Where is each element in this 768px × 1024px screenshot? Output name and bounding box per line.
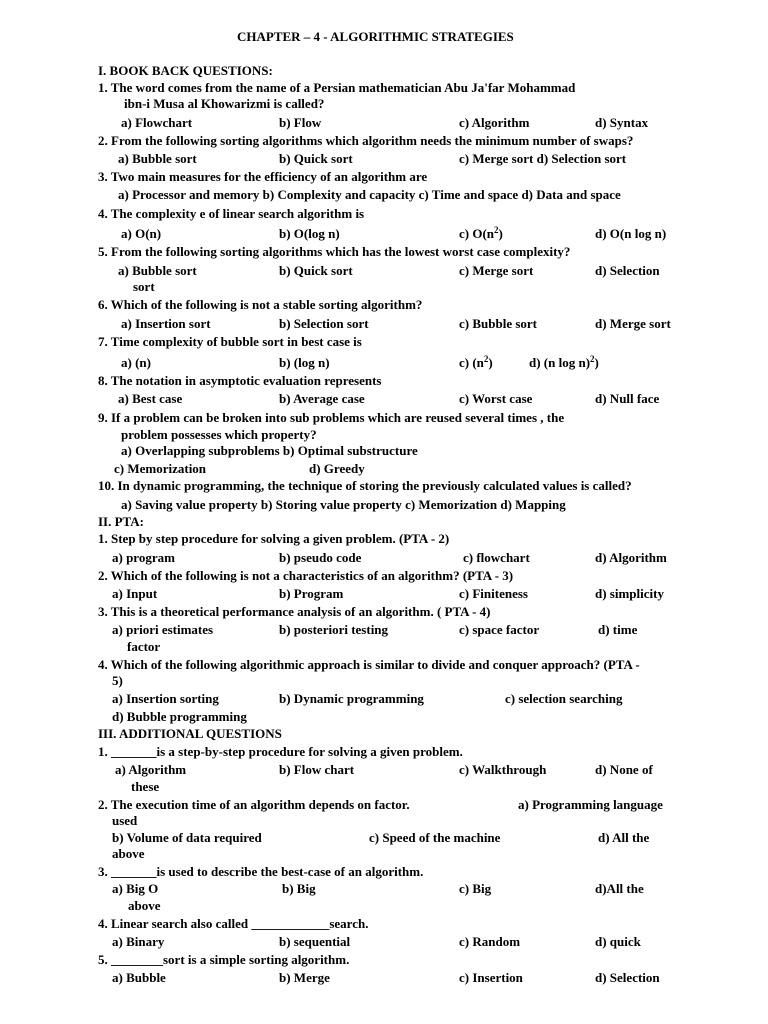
question-text: 8. The notation in asymptotic evaluation represents — [98, 373, 382, 388]
option-a: a) Insertion sorting — [112, 691, 219, 706]
question-text: problem possesses which property? — [121, 427, 317, 442]
question-text: 9. If a problem can be broken into sub problems which are reused several times , the — [98, 410, 565, 425]
question-text: 1. Step by step procedure for solving a given problem. (PTA - 2) — [98, 531, 450, 546]
option-c: c) Finiteness — [459, 586, 528, 601]
option-c: c) Walkthrough — [459, 762, 547, 777]
option-c: c) Speed of the machine — [369, 830, 501, 845]
option-a-wrap: used — [112, 813, 138, 828]
option-c: c) flowchart — [463, 550, 530, 565]
question-text: 2. The execution time of an algorithm depends on factor. — [98, 797, 410, 812]
question-text: 2. From the following sorting algorithms which algorithm needs the minimum number of swaps? — [98, 133, 634, 148]
option-a-wrap: factor — [127, 639, 161, 654]
option-b: b) Volume of data required — [112, 830, 262, 845]
question-text: 10. In dynamic programming, the technique of storing the previously calculated values is called? — [98, 478, 632, 493]
question-text: 3. Two main measures for the efficiency of an algorithm are — [98, 169, 428, 184]
option-d: d)All the — [595, 881, 644, 896]
option-a: a) Programming language — [518, 797, 663, 812]
option-d-wrap: above — [128, 898, 161, 913]
option-d: d) Algorithm — [595, 550, 667, 565]
option-d: d) quick — [595, 934, 641, 949]
option-a: a) O(n) — [121, 226, 162, 241]
section-heading: III. ADDITIONAL QUESTIONS — [98, 726, 282, 741]
option-a-wrap: sort — [133, 279, 155, 294]
option-b: b) Merge — [279, 970, 330, 985]
option-b: b) Quick sort — [279, 263, 353, 278]
option-c: c) $O(n^2)$ — [459, 225, 503, 241]
option-a: a) Flowchart — [121, 115, 193, 130]
option-a: a) Insertion sort — [121, 316, 211, 331]
option-a: a) Big O — [112, 881, 159, 896]
option-d: d) O(n log n) — [595, 226, 667, 241]
option-b: b) Average case — [279, 391, 365, 406]
option-b: b) pseudo code — [279, 550, 362, 565]
question-text: 3. _______is used to describe the best-case of an algorithm. — [98, 864, 424, 879]
option-cd: c) Merge sort d) Selection sort — [459, 151, 627, 166]
option-b: b) Flow — [279, 115, 322, 130]
option-d: d) time — [598, 622, 638, 637]
option-b: b) Flow chart — [279, 762, 355, 777]
option-b: b) (log n) — [279, 355, 330, 370]
option-d: d) Bubble programming — [112, 709, 247, 724]
options-line: a) Saving value property b) Storing value property c) Memorization d) Mapping — [121, 497, 566, 512]
option-d: d) None of — [595, 762, 653, 777]
question-text: 5. ________sort is a simple sorting algorithm. — [98, 952, 350, 967]
page-title: CHAPTER – 4 - ALGORITHMIC STRATEGIES — [237, 29, 514, 44]
question-text: 4. The complexity e of linear search algorithm is — [98, 206, 365, 221]
option-a: a) Bubble sort — [118, 263, 197, 278]
question-text: 5) — [112, 673, 123, 688]
option-b: b) O(log n) — [279, 226, 340, 241]
option-d-wrap: these — [131, 779, 160, 794]
question-text: ibn-i Musa al Khowarizmi is called? — [124, 96, 325, 111]
option-c: c) Merge sort — [459, 263, 534, 278]
option-b: b) Program — [279, 586, 344, 601]
option-a: a) program — [112, 550, 175, 565]
option-c: c) Random — [459, 934, 521, 949]
question-text: 6. Which of the following is not a stable sorting algorithm? — [98, 297, 423, 312]
option-b: b) posteriori testing — [279, 622, 389, 637]
option-b: b) sequential — [279, 934, 351, 949]
question-text: 4. Linear search also called ____________search. — [98, 916, 369, 931]
option-a: a) Bubble — [112, 970, 166, 985]
option-a: a) priori estimates — [112, 622, 214, 637]
question-text: 1. The word comes from the name of a Persian mathematician Abu Ja'far Mohammad — [98, 80, 576, 95]
section-heading: II. PTA: — [98, 514, 144, 529]
option-d: d) All the — [598, 830, 650, 845]
option-d-wrap: above — [112, 846, 145, 861]
option-a: a) Best case — [118, 391, 183, 406]
option-c: c) Memorization — [114, 461, 207, 476]
option-c: c) selection searching — [505, 691, 623, 706]
option-d: d) Selection — [595, 263, 660, 278]
option-b: b) Big — [282, 881, 316, 896]
option-c: c) space factor — [459, 622, 540, 637]
option-c: c) $(n^2)$ — [459, 354, 493, 370]
option-b: b) Quick sort — [279, 151, 353, 166]
question-text: 5. From the following sorting algorithms which has the lowest worst case complexity? — [98, 244, 571, 259]
option-c: c) Algorithm — [459, 115, 530, 130]
question-text: 7. Time complexity of bubble sort in best case is — [98, 334, 362, 349]
option-a: a) Binary — [112, 934, 165, 949]
option-b: b) Selection sort — [279, 316, 369, 331]
option-d: d) simplicity — [595, 586, 664, 601]
question-text: 1. _______is a step-by-step procedure for solving a given problem. — [98, 744, 463, 759]
option-d: d) Selection — [595, 970, 660, 985]
option-b: b) Dynamic programming — [279, 691, 424, 706]
question-text: 2. Which of the following is not a characteristics of an algorithm? (PTA - 3) — [98, 568, 514, 583]
option-d: d) Null face — [595, 391, 660, 406]
question-text: 3. This is a theoretical performance analysis of an algorithm. ( PTA - 4) — [98, 604, 491, 619]
option-d: d) Greedy — [309, 461, 365, 476]
option-d: d) Merge sort — [595, 316, 671, 331]
options-line: a) Processor and memory b) Complexity and capacity c) Time and space d) Data and space — [118, 187, 621, 202]
option-c: c) Worst case — [459, 391, 533, 406]
option-d: d) Syntax — [595, 115, 649, 130]
section-heading: I. BOOK BACK QUESTIONS: — [98, 63, 273, 78]
option-d: d) (n log n)$^2$) — [529, 354, 599, 370]
option-a: a) (n) — [121, 355, 151, 370]
question-text: 4. Which of the following algorithmic approach is similar to divide and conquer approach? (PTA - — [98, 657, 640, 672]
option-c: c) Big — [459, 881, 492, 896]
option-c: c) Insertion — [459, 970, 523, 985]
option-a: a) Bubble sort — [118, 151, 197, 166]
option-c: c) Bubble sort — [459, 316, 537, 331]
option-a: a) Input — [112, 586, 158, 601]
options-line: a) Overlapping subproblems b) Optimal substructure — [121, 443, 418, 458]
option-a: a) Algorithm — [115, 762, 187, 777]
